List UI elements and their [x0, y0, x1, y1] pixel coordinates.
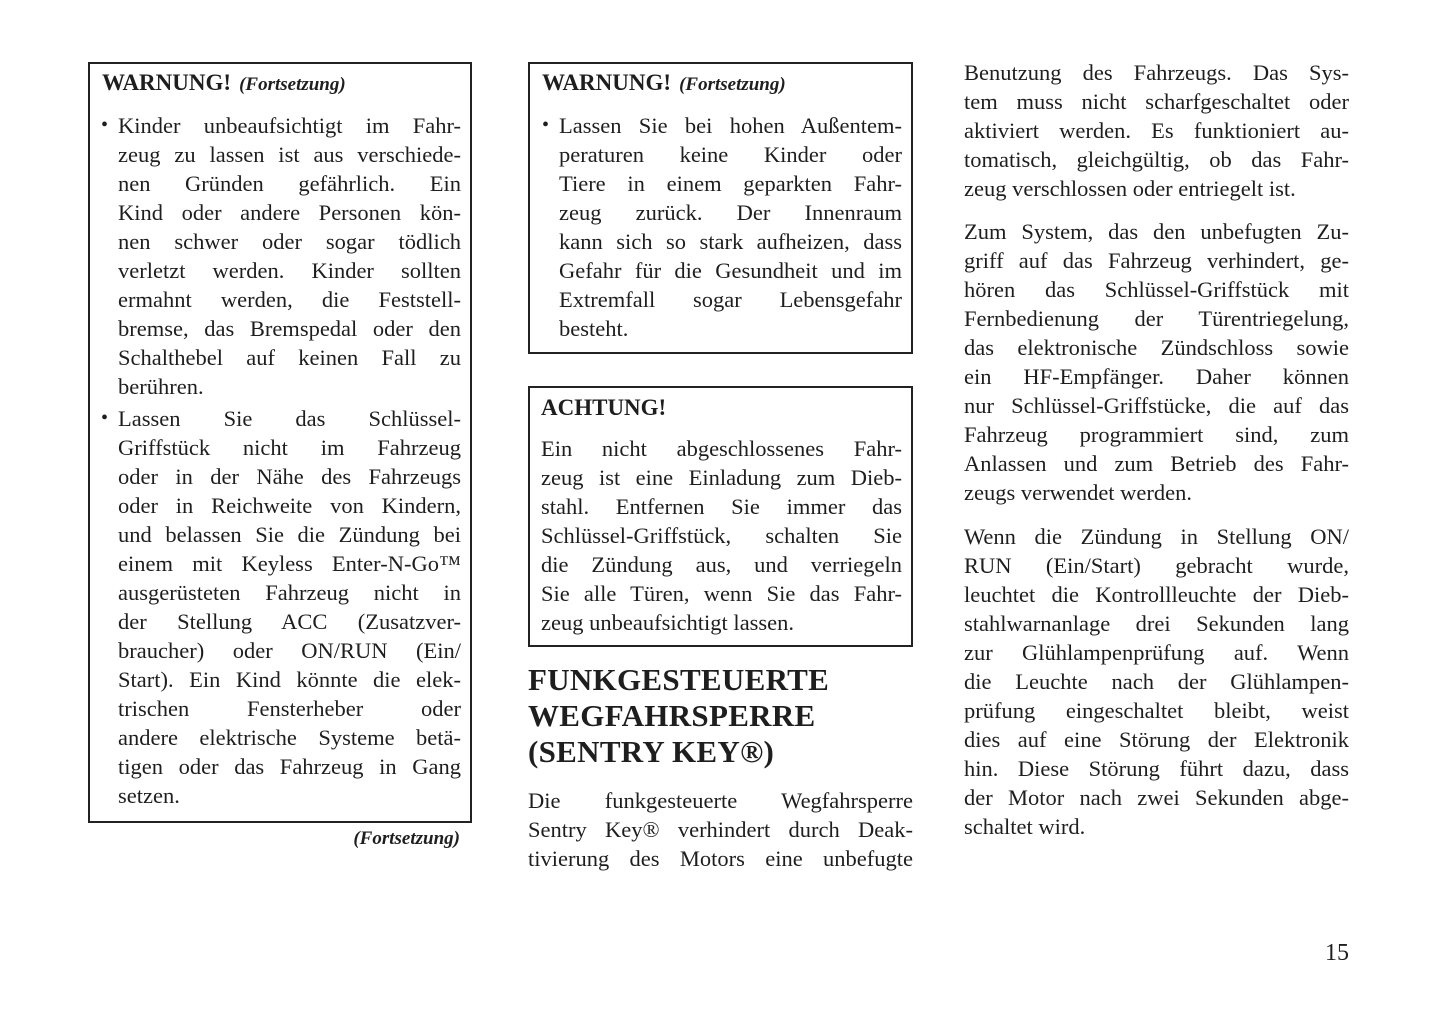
warning-box-2 [528, 62, 913, 354]
text-line: zeug unbeaufsichtigt lassen. [541, 610, 795, 635]
warning-title: WARNUNG! [542, 70, 672, 95]
text-line: tivierung des Motors eine unbefugte [528, 846, 913, 871]
continued-note: (Fortsetzung) [353, 828, 460, 849]
warning-bullet-item [101, 111, 461, 401]
text-line: setzen. [118, 783, 180, 808]
page-number: 15 [1325, 940, 1349, 966]
text-line: stahl. Entfernen Sie immer das [541, 494, 902, 519]
text-line: Extremfall sogar Lebensgefahr [559, 287, 902, 312]
text-line: Start). Ein Kind könnte die elek- [118, 667, 461, 692]
text-line: der Stellung ACC (Zusatzver- [118, 609, 461, 634]
text-line: ausgerüsteten Fahrzeug nicht in [118, 580, 461, 605]
text-line: Kind oder andere Personen kön- [118, 200, 461, 225]
body-paragraph [964, 58, 1349, 203]
text-line: Schlüssel-Griffstück, schalten Sie [541, 523, 902, 548]
bullet-icon: • [542, 114, 550, 136]
text-line: zeug zu lassen ist aus verschiede- [118, 142, 461, 167]
text-line: tomatisch, gleichgültig, ob das Fahr- [964, 147, 1349, 172]
warning-continued-note: (Fortsetzung) [239, 74, 346, 95]
text-line: RUN (Ein/Start) gebracht wurde, [964, 553, 1349, 578]
text-line: Wenn die Zündung in Stellung ON/ [964, 524, 1349, 549]
text-line: Schalthebel auf keinen Fall zu [118, 345, 461, 370]
text-line: ein HF-Empfänger. Daher können [964, 364, 1349, 389]
text-line: kann sich so stark aufheizen, dass [559, 229, 902, 254]
section-title-line: WEGFAHRSPERRE [528, 698, 816, 733]
text-line: oder in der Nähe des Fahrzeugs [118, 464, 461, 489]
text-line: nen schwer oder sogar tödlich [118, 229, 461, 254]
text-line: nen Gründen gefährlich. Ein [118, 171, 461, 196]
text-line: Benutzung des Fahrzeugs. Das Sys- [964, 60, 1349, 85]
warning-box-1 [88, 62, 472, 823]
text-line: griff auf das Fahrzeug verhindert, ge- [964, 248, 1349, 273]
warning-bullet-item [101, 404, 461, 810]
text-line: ermahnt werden, die Feststell- [118, 287, 461, 312]
text-line: braucher) oder ON/RUN (Ein/ [118, 638, 461, 663]
text-line: Gefahr für die Gesundheit und im [559, 258, 902, 283]
text-line: peraturen keine Kinder oder [559, 142, 902, 167]
text-line: Anlassen und zum Betrieb des Fahr- [964, 451, 1349, 476]
text-line: die Zündung aus, und verriegeln [541, 552, 902, 577]
text-line: Sentry Key® verhindert durch Deak- [528, 817, 913, 842]
body-paragraph [964, 522, 1349, 841]
text-line: Lassen Sie bei hohen Außentem- [559, 113, 902, 138]
text-line: oder in Reichweite von Kindern, [118, 493, 461, 518]
text-line: dies auf eine Störung der Elektronik [964, 727, 1349, 752]
caution-box [528, 386, 913, 647]
text-line: die Leuchte nach der Glühlampen- [964, 669, 1349, 694]
text-line: Fahrzeug programmiert sind, zum [964, 422, 1349, 447]
body-paragraph [964, 217, 1349, 507]
warning-heading [542, 68, 786, 100]
text-line: trischen Fensterheber oder [118, 696, 461, 721]
text-line: das elektronische Zündschloss sowie [964, 335, 1349, 360]
text-line: hin. Diese Störung führt dazu, dass [964, 756, 1349, 781]
warning-continued-note: (Fortsetzung) [679, 74, 786, 95]
warning-bullet-item [542, 111, 902, 343]
caution-heading: ACHTUNG! [541, 395, 667, 420]
text-line: Tiere in einem geparkten Fahr- [559, 171, 902, 196]
text-line: Kinder unbeaufsichtigt im Fahr- [118, 113, 461, 138]
text-line: Die funkgesteuerte Wegfahrsperre [528, 788, 913, 813]
warning-title: WARNUNG! [102, 70, 232, 95]
section-paragraph [528, 786, 913, 873]
text-line: hören das Schlüssel-Griffstück mit [964, 277, 1349, 302]
text-line: schaltet wird. [964, 814, 1086, 839]
text-line: prüfung eingeschaltet bleibt, weist [964, 698, 1349, 723]
bullet-icon: • [101, 407, 109, 429]
text-line: besteht. [559, 316, 629, 341]
text-line: Fernbedienung der Türentriegelung, [964, 306, 1349, 331]
text-line: zeug zurück. Der Innenraum [559, 200, 902, 225]
text-line: nur Schlüssel-Griffstücke, die auf das [964, 393, 1349, 418]
text-line: bremse, das Bremspedal oder den [118, 316, 461, 341]
section-title [528, 662, 829, 770]
text-line: stahlwarnanlage drei Sekunden lang [964, 611, 1349, 636]
text-line: einem mit Keyless Enter-N-Go™ [118, 551, 461, 576]
text-line: und belassen Sie die Zündung bei [118, 522, 461, 547]
text-line: Zum System, das den unbefugten Zu- [964, 219, 1349, 244]
text-line: berühren. [118, 374, 204, 399]
text-line: andere elektrische Systeme betä- [118, 725, 461, 750]
section-title-line: FUNKGESTEUERTE [528, 662, 830, 697]
text-line: tem muss nicht scharfgeschaltet oder [964, 89, 1349, 114]
text-line: Ein nicht abgeschlossenes Fahr- [541, 436, 902, 461]
text-line: zeug verschlossen oder entriegelt ist. [964, 176, 1296, 201]
bullet-icon: • [101, 114, 109, 136]
text-line: der Motor nach zwei Sekunden abge- [964, 785, 1349, 810]
text-line: zur Glühlampenprüfung auf. Wenn [964, 640, 1349, 665]
text-line: Lassen Sie das Schlüssel- [118, 406, 461, 431]
text-line: Sie alle Türen, wenn Sie das Fahr- [541, 581, 902, 606]
text-line: tigen oder das Fahrzeug in Gang [118, 754, 461, 779]
text-line: zeug ist eine Einladung zum Dieb- [541, 465, 902, 490]
text-line: aktiviert werden. Es funktioniert au- [964, 118, 1349, 143]
text-line: zeugs verwendet werden. [964, 480, 1193, 505]
text-line: verletzt werden. Kinder sollten [118, 258, 461, 283]
text-line: Griffstück nicht im Fahrzeug [118, 435, 461, 460]
text-line: leuchtet die Kontrollleuchte der Dieb- [964, 582, 1349, 607]
section-title-line: (SENTRY KEY®) [528, 734, 775, 769]
warning-heading [102, 68, 346, 100]
caution-text [541, 434, 902, 637]
